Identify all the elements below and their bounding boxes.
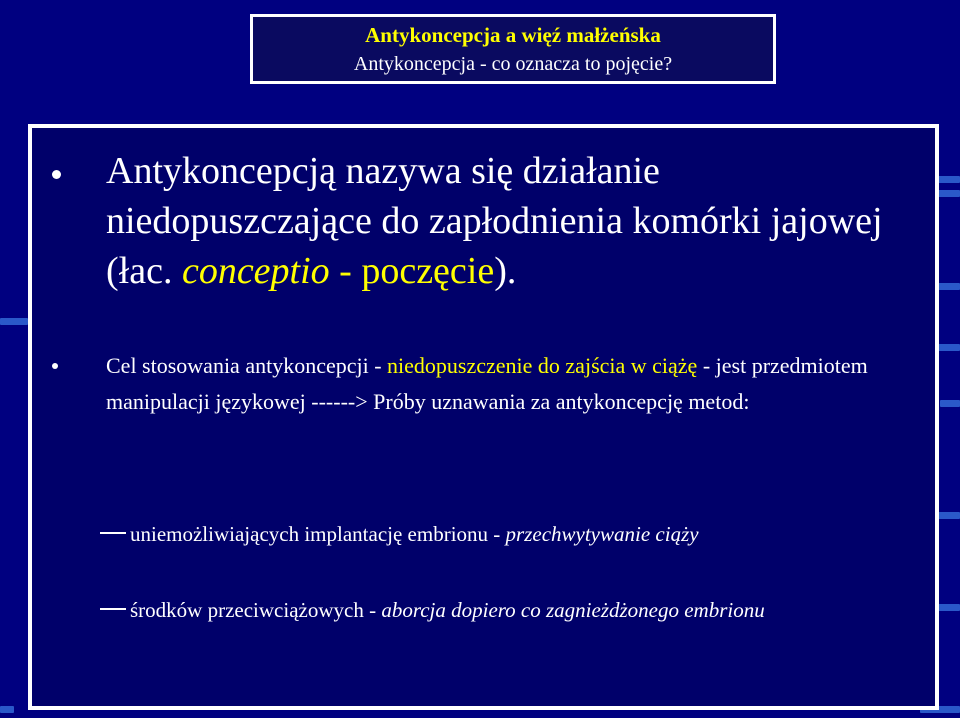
stripe <box>0 318 28 325</box>
content-box <box>28 124 939 710</box>
bullet-dot-icon <box>52 170 61 179</box>
sub-bullet-abortifacients-text <box>130 594 890 626</box>
sub-bullet-implantation-text <box>130 518 890 550</box>
dash-icon <box>100 532 126 534</box>
abortifacients-text: środków przeciwciążowych - <box>130 598 382 622</box>
implantation-emphasis: przechwytywanie ciąży <box>505 522 699 546</box>
definition-text: Antykoncepcją nazywa się działanie niedopuszczające do zapłodnienia komórki jajowej (łac. <box>106 150 883 292</box>
bullet-definition-text <box>106 146 906 296</box>
slide-subtitle: Antykoncepcja - co oznacza to pojęcie? <box>353 53 673 75</box>
stripe <box>940 400 960 407</box>
latin-term: conceptio <box>181 250 330 292</box>
abortifacients-emphasis: aborcja dopiero co zagnieżdżonego embrionu <box>381 598 765 622</box>
title-box <box>250 14 776 84</box>
stripe <box>0 706 14 713</box>
definition-end: ). <box>494 250 517 292</box>
slide-title: Antykoncepcja a więź małżeńska <box>365 23 661 47</box>
bullet-purpose-text <box>106 348 896 420</box>
purpose-text-rest: - jest przedmiotem manipulacji językowej ------> Próby uznawania za antykoncepcję metod: <box>106 353 868 414</box>
bullet-dot-icon <box>52 363 58 369</box>
dash-icon <box>100 608 126 610</box>
stripe <box>938 190 960 197</box>
implantation-text: uniemożliwiających implantację embrionu - <box>130 522 506 546</box>
purpose-text: Cel stosowania antykoncepcji - <box>106 353 388 378</box>
latin-translation: - poczęcie <box>329 250 495 292</box>
purpose-highlight: niedopuszczenie do zajścia w ciążę <box>387 353 698 378</box>
